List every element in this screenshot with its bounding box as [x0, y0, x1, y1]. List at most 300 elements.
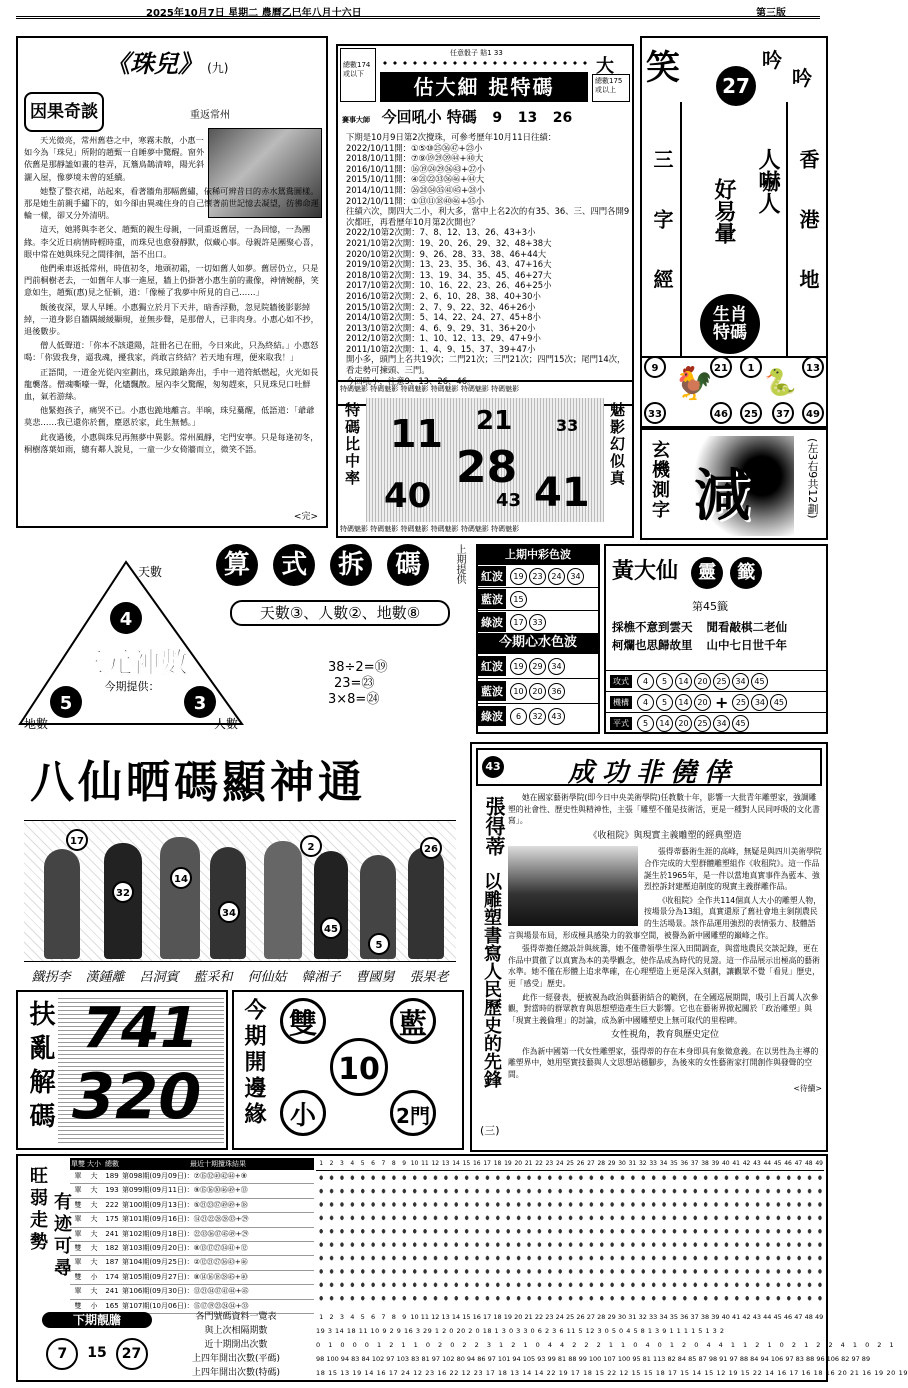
- xuanji-label: 玄機測字: [649, 440, 670, 520]
- banner-num: 13: [517, 110, 538, 126]
- forecast-section: [336, 44, 634, 406]
- wave-num: 20: [529, 683, 546, 700]
- corner-num: 37: [772, 402, 794, 424]
- col-num: 29: [607, 1160, 616, 1167]
- trend-side2: 有迹可尋: [51, 1192, 72, 1280]
- history-line: 2020/10第2次開：9、26、28、33、38、46+44大: [346, 248, 547, 259]
- immortal-name: 鐵拐李: [31, 970, 71, 985]
- wave-num: 6: [510, 708, 527, 725]
- col-num: 36: [680, 1313, 689, 1321]
- col-num: 3: [339, 1313, 344, 1321]
- bianzhi-xiao: 小: [280, 1090, 326, 1136]
- next-num: 15: [87, 1345, 107, 1361]
- novel-logo: 因果奇談: [24, 92, 104, 132]
- immortal-figure: [264, 841, 302, 959]
- col-num: 17: [483, 1313, 492, 1321]
- wave-row: [478, 653, 598, 678]
- history-line: 2011/10第2次開：1、4、9、15、37、39+47小: [346, 343, 536, 354]
- wong-ling: 靈: [691, 557, 723, 589]
- col-num: 2: [329, 1160, 334, 1167]
- col-num: 47: [794, 1160, 803, 1167]
- gap-row: 19 3 14 18 11 10 9 2 9 16 3 29 1 2 0 20 2 0 18 1 3 0 3 3 0 6 2 3 6 11 5 12 3 0 5 0 4 5 8 1 3 9 1 1 1 1 5 1 3 2: [316, 1327, 725, 1335]
- col-num: 37: [690, 1160, 699, 1167]
- wave-num: 34: [567, 568, 584, 585]
- bianzhi-num: 10: [330, 1038, 388, 1096]
- col-num: 13: [441, 1160, 450, 1167]
- col-num: 48: [804, 1313, 813, 1321]
- col-num: 7: [381, 1160, 386, 1167]
- wave-num: 19: [510, 568, 527, 585]
- di-num: 5: [59, 693, 73, 714]
- cell-sum: 189: [105, 1172, 119, 1180]
- col-num: 31: [628, 1313, 637, 1321]
- tian-label: 天數: [138, 565, 163, 579]
- cell-dx: 小: [90, 1301, 98, 1310]
- trend-table: [70, 1158, 314, 1314]
- col-num: 12: [431, 1313, 440, 1321]
- col-num: 9: [402, 1160, 407, 1167]
- ren-num: 3: [193, 693, 207, 714]
- history-line: 2016/10/11開：⑯⑲㉔㉙㊱㊸+㉗小: [346, 163, 486, 174]
- wong-num: 25: [713, 673, 730, 690]
- wong-num: +: [715, 692, 729, 712]
- col-num: 14: [451, 1313, 461, 1321]
- sanzi-right-col: 香港地: [786, 102, 826, 358]
- magic-num: 41: [534, 470, 590, 516]
- history-line: 2012/10/11開：①⑬⑪⑱㊵㊻+㉟小: [346, 195, 485, 206]
- baxian-num: 45: [320, 917, 342, 939]
- col-num: 1: [319, 1313, 324, 1321]
- wong-row: [606, 670, 826, 691]
- wong-num: 5: [637, 715, 654, 732]
- novel-body: [24, 134, 320, 522]
- table-row: [70, 1285, 314, 1299]
- forecast-banner: 賽事大師 今回吼小 特碼 9 13 26: [342, 108, 573, 126]
- col-num: 34: [659, 1313, 668, 1321]
- corner-num: 49: [802, 402, 824, 424]
- cell-sum: 222: [105, 1200, 119, 1209]
- xuanji-section: [640, 428, 828, 540]
- magic-num: 40: [384, 476, 432, 516]
- novel-para: 他緊抱孩子，痛哭不已。小惠也跪地離言。半晌，珠兒驀醒，低語道：「爺爺莫悲……我已還你於舊，塵恩於家，此生無憾。」: [24, 405, 315, 428]
- wave-row: [478, 610, 598, 633]
- col-num: 25: [566, 1160, 574, 1167]
- wave-label: 紅波: [478, 656, 506, 676]
- chenggong-para: 此作一經發表，便被視為政治與藝術結合的範例，在全國巡展期間，吸引上百萬人次參觀，對當時的群眾教育與思想塑造產生巨大影響。它也在藝術界掀起關於「政治雕塑」與「現實主義倫理」的討論，成為新中國雕塑史上無可取代的里程碑。: [508, 992, 819, 1025]
- col-num: 35: [670, 1160, 678, 1167]
- corner-num: 25: [740, 402, 762, 424]
- cell-ds: 單: [74, 1186, 82, 1195]
- col-num: 19: [503, 1313, 513, 1321]
- cell-sum: 187: [105, 1258, 119, 1267]
- col-num: 8: [391, 1313, 396, 1321]
- immortal-name: 張果老: [409, 970, 449, 985]
- magic-section: [336, 380, 634, 538]
- corner-num: 21: [710, 356, 732, 378]
- baxian-section: [16, 740, 466, 990]
- wave-num: 32: [529, 708, 546, 725]
- table-row: [70, 1170, 314, 1184]
- sanyuan-triangle: [16, 554, 248, 730]
- fuluan-title: 扶亂解碼: [25, 1000, 55, 1136]
- wong-num: 20: [694, 694, 711, 711]
- cell-sum: 182: [105, 1243, 119, 1252]
- chenggong-photo: [508, 846, 638, 926]
- wave-row: [478, 703, 598, 728]
- bianzhi-section: [232, 990, 464, 1150]
- history-line: 2014/10/11開：㉖㉘㉞㉟㊶㊺+㉘小: [346, 184, 486, 195]
- wave-label: 綠波: [478, 612, 506, 632]
- forecast-summary: 開小多，頭門上名共19次；二門21次；三門21次；四門15次；尾門14次，看走勢可揀頭、三門。: [346, 354, 626, 376]
- col-num: 12: [431, 1160, 440, 1167]
- col-num: 32: [638, 1160, 647, 1167]
- wave-label: 綠波: [478, 706, 506, 726]
- cell-res: 第099期(09月11日)：⑨⑮⑯㉚㊻㊾+⑬: [122, 1186, 248, 1195]
- baxian-title: 八仙晒碼顯神通: [30, 757, 366, 808]
- col-num: 18: [493, 1160, 502, 1167]
- bianzhi-lan: 藍: [390, 998, 436, 1044]
- wong-qian: 籤: [730, 557, 762, 589]
- cell-res: 第102期(09月18日)：㉒㉝㊱㊲㊺㊾+㉙: [122, 1229, 249, 1238]
- col-num: 40: [721, 1313, 730, 1321]
- baxian-num: 26: [420, 837, 442, 859]
- col-num: 27: [586, 1313, 596, 1321]
- wong-num: 14: [675, 673, 692, 690]
- col-num: 26: [576, 1313, 585, 1321]
- immortal-name: 漢鍾離: [85, 970, 125, 985]
- col-num: 49: [815, 1313, 824, 1321]
- cell-ds: 單: [74, 1287, 82, 1296]
- cell-dx: 大: [90, 1186, 98, 1195]
- wong-num: 45: [770, 694, 787, 711]
- baxian-illustration: [24, 820, 456, 962]
- cell-dx: 大: [90, 1258, 98, 1267]
- table-row: [70, 1199, 314, 1213]
- col-num: 30: [617, 1313, 627, 1321]
- suanshi-char: 算: [216, 544, 258, 586]
- wave-row: [478, 678, 598, 703]
- wong-num: 5: [656, 673, 673, 690]
- col-num: 15: [462, 1160, 471, 1167]
- cell-res: 第101期(09月16日)：⑭㉑㉒㉘㉘㉝+㉙: [122, 1215, 249, 1224]
- wong-num: 25: [732, 694, 749, 711]
- col-num: 21: [524, 1313, 533, 1321]
- cell-dx: 小: [90, 1272, 98, 1281]
- magic-strip-top: 特碼魅影 特碼魅影 特碼魅影 特碼魅影 特碼魅影 特碼魅影: [340, 385, 520, 393]
- wave-num: 29: [529, 658, 546, 675]
- cell-res: 第100期(09月13日)：⑤㉑㉓㊲㊾㊾+㊳: [122, 1200, 248, 1209]
- chenggong-sub: 《收租院》與現實主義雕塑的經典塑造: [588, 830, 742, 841]
- cell-res: 第105期(09月27日)：⑧⑭⑯⑱㉘㊺+㊵: [122, 1272, 248, 1281]
- corner-num: 1: [740, 356, 762, 378]
- baxian-num: 34: [218, 901, 240, 923]
- table-row: [70, 1228, 314, 1242]
- header-date: 2025年10月7日 星期二 農曆乙巳年八月十六日: [146, 8, 362, 19]
- wong-row: [606, 691, 826, 712]
- col-num: 22: [534, 1313, 544, 1321]
- magic-left: 特碼比中率: [343, 402, 361, 487]
- wave-num: 24: [548, 568, 565, 585]
- cell-ds: 雙: [74, 1301, 82, 1310]
- col-num: 14: [452, 1160, 460, 1167]
- col-num: 42: [742, 1160, 751, 1167]
- chenggong-person: 張得蒂: [482, 796, 506, 856]
- col-num: 11: [421, 1160, 429, 1167]
- big-label: 大: [596, 56, 614, 77]
- cell-ds: 雙: [74, 1272, 82, 1281]
- fuluan-line1: 741: [82, 996, 199, 1061]
- table-row: [70, 1213, 314, 1227]
- cell-res: 第098期(09月09日)：⑦⑮㉜㊵㊷㊹+⑨: [122, 1172, 248, 1180]
- col-num: 6: [370, 1313, 376, 1321]
- wave-num: 36: [548, 683, 565, 700]
- col-num: 24: [555, 1160, 564, 1167]
- wong-row: [606, 712, 826, 733]
- history-line: 2018/10第2次開：13、19、34、35、45、46+27大: [346, 269, 552, 280]
- history-line: 2014/10第2次開：5、14、22、24、27、45+8小: [346, 312, 541, 323]
- cell-ds: 單: [74, 1258, 82, 1267]
- rooster-icon: 🐓: [674, 364, 714, 402]
- corner-num: 33: [644, 402, 666, 424]
- wong-num: 14: [656, 715, 673, 732]
- col-num: 22: [535, 1160, 543, 1167]
- col-num: 5: [360, 1313, 365, 1321]
- col-num: 16: [472, 1313, 481, 1321]
- wave-label: 紅波: [478, 566, 506, 586]
- col-num: 3: [340, 1160, 344, 1167]
- col-num: 33: [649, 1160, 657, 1167]
- trend-foot-labels: 各門號碼資料一覽表 與上次相隔期數 近十期開出次數 上四年開出次數(平碼) 上四年開出次數(特碼): [191, 1312, 281, 1378]
- immortal-figure: [44, 849, 80, 959]
- col-num: 24: [555, 1313, 564, 1321]
- col-num: 37: [690, 1313, 699, 1321]
- suanshi-section: [16, 540, 476, 732]
- cell-ds: 雙: [74, 1200, 82, 1209]
- history-line: 2022/10/11開：①⑤⑩㉕㊱㊼+㉓小: [346, 142, 483, 153]
- col-num: 23: [545, 1160, 554, 1167]
- wave-num: 33: [529, 614, 546, 631]
- col-num: 30: [618, 1160, 626, 1167]
- col-num: 41: [732, 1160, 740, 1167]
- novel-para: 這天，她將與李老父、趙甄的親生母親，一同重返舊居，一為回憶，一為團緣。李父近日病情時輕時重，而珠兒也愈發靜默，似藏心事。母親許是團聚心喜，眼中常在她與珠兒之間徘徊，語不出口。: [24, 224, 319, 259]
- history-line: 2012/10第2次開：1、10、12、13、29、47+9小: [346, 333, 541, 344]
- wong-num: 5: [656, 694, 673, 711]
- waves-section: [476, 544, 600, 734]
- history-line: 2022/10第2次開：7、8、12、13、26、43+3小: [346, 227, 536, 238]
- magic-num: 11: [390, 412, 443, 456]
- sanzi-section: [640, 36, 828, 428]
- suanshi-tianshu: 天數③、人數②、地數⑧: [230, 600, 450, 626]
- wong-no: 第45籤: [692, 600, 728, 613]
- flat-row: 98 100 94 83 84 102 97 103 83 81 97 102 80 94 86 97 101 94 105 93 99 81 88 99 100 107 100 95 81 113 82 84 85 87 98 91 97 88 84 94 106 97 83 88 96 106 82 97 89: [316, 1355, 871, 1363]
- sanzi-phrase1: 人嚇人: [755, 148, 780, 214]
- table-row: [70, 1271, 314, 1285]
- col-num: 33: [649, 1313, 658, 1321]
- col-num: 39: [711, 1160, 720, 1167]
- chenggong-motto: 以雕塑書寫人民歷史的先鋒: [481, 872, 502, 1088]
- waves-title2: 今期心水色波: [478, 633, 598, 653]
- sanyuan-sub: 今期提供：: [104, 680, 160, 693]
- col-num: 38: [701, 1160, 709, 1167]
- next-num: 7: [46, 1338, 78, 1370]
- wave-num: 17: [510, 614, 527, 631]
- col-num: 13: [441, 1313, 450, 1321]
- magic-num: 21: [476, 406, 513, 436]
- wong-title-row: [612, 554, 762, 589]
- suanshi-eq: 3×8=㉔: [328, 692, 380, 707]
- header-page: 第三版: [756, 8, 786, 19]
- wave-label: 藍波: [478, 681, 506, 701]
- chenggong-header: [476, 748, 822, 786]
- col-num: 11: [420, 1313, 430, 1321]
- col-num: 46: [783, 1313, 793, 1321]
- magic-num: 33: [556, 416, 579, 435]
- banner-num: 26: [552, 110, 573, 126]
- baxian-names: [24, 966, 456, 985]
- corner-num: 9: [644, 356, 666, 378]
- ren-label: 人數: [214, 717, 239, 731]
- col-num: 32: [638, 1313, 647, 1321]
- col-num: 29: [607, 1313, 616, 1321]
- novel-author: 重返常州: [190, 110, 230, 121]
- small-box: 總數174或以下: [340, 48, 376, 102]
- cell-res: 第106期(09月30日)：⑬㉑㉞㊲㊶㊹+㊺: [122, 1287, 249, 1296]
- table-row: [70, 1242, 314, 1256]
- col-num: 25: [566, 1313, 575, 1321]
- big-small-header: [340, 48, 630, 102]
- col-num: 10: [410, 1313, 419, 1321]
- wave-num: 43: [548, 708, 565, 725]
- snake-icon: 🐍: [764, 368, 797, 398]
- suanshi-char: 式: [273, 544, 315, 586]
- col-num: 19: [504, 1160, 512, 1167]
- wong-row-label: 平式: [610, 717, 632, 730]
- wong-section: [604, 544, 828, 734]
- wong-num: 14: [675, 694, 692, 711]
- cell-sum: 241: [105, 1229, 119, 1238]
- col-num: 4: [350, 1160, 355, 1167]
- trend-section: [16, 1154, 908, 1382]
- cell-ds: 單: [74, 1172, 82, 1180]
- dice-strip: 任意骰子 賠1 33: [380, 48, 588, 70]
- col-num: 21: [524, 1160, 533, 1167]
- chenggong-para: 作為新中國第一代女性雕塑家，張得蒂的存在本身即具有象徵意義。在以男性為主導的雕塑界中，她用堅實技藝與人文思想站穩腳步，為後來的女性藝術家打開創作與發聲的空間。: [508, 1046, 819, 1080]
- magic-panel: [366, 398, 604, 522]
- suanshi-eqs: [328, 660, 388, 708]
- chenggong-para: 她在國家藝術學院(即今日中央美術學院)任教數十年，影響一大批青年雕塑家，強調雕塑的社會性、歷史性與精神性，主張「雕塑不僅是技術活，更是一種對人民同呼吸的文化書寫」。: [508, 793, 820, 826]
- wave-num: 19: [510, 658, 527, 675]
- col-num: 16: [472, 1160, 481, 1167]
- wong-row-label: 機構: [610, 696, 632, 709]
- col-num: 28: [597, 1313, 606, 1321]
- immortal-figure: [408, 847, 444, 959]
- wave-num: 23: [529, 568, 546, 585]
- table-row: [70, 1256, 314, 1270]
- novel-para: 正語間，一道金光從內室劃出，珠兒踉蹌奔出，手中一道符紙燃起，火光如長龍襲落。僧魂嘶嚎一聲，化燼飄散。屋內李父驚醒，匆匆趕來，只見珠兒口吐鮮血，氣若游絲。: [24, 366, 319, 402]
- col-num: 2: [329, 1313, 334, 1321]
- fuluan-section: [16, 990, 228, 1150]
- wong-num: 20: [694, 673, 711, 690]
- col-num: 35: [669, 1313, 679, 1321]
- wong-num: 45: [732, 715, 749, 732]
- col-num: 48: [804, 1160, 813, 1167]
- suanshi-eq: 23=㉓: [334, 676, 375, 691]
- novel-para: 此夜過後，小惠與珠兒再無夢中異影。常州風靜，宅門安寧。只是每逢初冬，桐樹落葉如雨，總有鄰人說見，一童一少女倚牆而立，微笑不語。: [24, 431, 319, 454]
- sanzi-circle: 27: [716, 66, 756, 106]
- novel-para: 他們乘車返抵常州，時值初冬，地頭初霜，一切如舊人如夢。舊居仍立，只是門前桐樹老去，一如舊年人事一進屋，牆上仍掛著小惠生前的畫像，神情婉靜，笑意如生，趙甄(惠)見之怔頓，道：「像極了我夢中所見的自己……」: [24, 263, 319, 298]
- fuluan-panel: [58, 996, 224, 1146]
- chenggong-cont: <待續>: [793, 1083, 822, 1093]
- novel-section: [16, 36, 328, 528]
- wong-title: 黃大仙: [612, 559, 679, 584]
- cell-dx: 大: [90, 1243, 98, 1252]
- wave-num: 10: [510, 683, 527, 700]
- novel-title: 《珠兒》: [106, 49, 202, 78]
- col-num: 17: [483, 1160, 491, 1167]
- xuanji-char: 減: [694, 464, 750, 529]
- magic-num: 28: [456, 442, 518, 493]
- novel-part: (九): [207, 61, 229, 75]
- magic-strip-bottom: 特碼魅影 特碼魅影 特碼魅影 特碼魅影 特碼魅影 特碼魅影: [340, 525, 520, 533]
- wong-rows: [606, 670, 826, 733]
- chenggong-para: 張得蒂藝術生涯的高峰，無疑是與四川美術學院合作完成的大型群體雕塑組作《收租院》。這一作品誕生於1965年，是一件以當地真實事件為藍本、強烈控訴封建壓迫制度的現實主義群雕作品。: [644, 847, 822, 892]
- baxian-num: 5: [368, 933, 390, 955]
- corner-num: 46: [710, 402, 732, 424]
- col-num: 28: [597, 1160, 606, 1167]
- col-num: 18: [493, 1313, 502, 1321]
- wave-label: 藍波: [478, 589, 506, 609]
- cell-sum: 193: [105, 1186, 119, 1195]
- cell-sum: 175: [105, 1215, 119, 1224]
- col-num: 45: [773, 1313, 782, 1321]
- corner-num: 13: [802, 356, 824, 378]
- immortal-figure: [314, 851, 348, 959]
- col-num: 47: [794, 1313, 803, 1321]
- wave-num: 15: [510, 591, 527, 608]
- wong-row-label: 攻式: [610, 675, 632, 688]
- suanshi-side: 上期提供: [454, 544, 465, 584]
- cell-dx: 大: [90, 1200, 98, 1209]
- col-num: 7: [381, 1313, 386, 1321]
- novel-para: 她整了整衣裙，站起來，看著牆角那幅舊繡，依稀可辨昔日的赤水鴛鴦圖樣。那是她生前親手繡下的，如今卻由異魂住身的自己懷著前世記憶去凝望，彷彿命運輪一樣，卻又分外清明。: [24, 185, 319, 221]
- fuluan-line2: 320: [72, 1060, 202, 1133]
- next-label: 下期靚膽: [42, 1312, 152, 1328]
- suanshi-char: 拆: [330, 544, 372, 586]
- history-line: 2021/10第2次開：19、20、26、29、32、48+38大: [346, 237, 552, 248]
- cell-ds: 雙: [74, 1243, 82, 1252]
- cell-res: 第107期(10月06日)：⑮⑰⑲㉓㉔㉞+㉝: [122, 1301, 249, 1310]
- suanshi-eq: 38÷2=⑲: [328, 660, 388, 675]
- col-num: 43: [753, 1160, 761, 1167]
- page-header: [16, 3, 820, 19]
- col-num: 42: [742, 1313, 751, 1321]
- col-num: 1: [319, 1160, 324, 1167]
- chenggong-body: [508, 792, 822, 1144]
- wong-num: 45: [751, 673, 768, 690]
- sanzi-phrase2: 好易暈: [711, 178, 736, 244]
- baxian-num: 17: [66, 829, 88, 851]
- baxian-num: 32: [112, 881, 134, 903]
- col-num: 39: [711, 1313, 720, 1321]
- immortal-name: 韓湘子: [301, 970, 341, 985]
- tian-num: 4: [119, 609, 133, 630]
- immortal-name: 曹國舅: [355, 970, 395, 985]
- history-line: 2019/10第2次開：13、23、35、36、43、47+16大: [346, 259, 552, 270]
- chenggong-title: 成功非僥倖: [568, 758, 739, 788]
- novel-title-row: [106, 44, 228, 79]
- wong-num: 4: [637, 694, 654, 711]
- cell-dx: 大: [90, 1215, 98, 1224]
